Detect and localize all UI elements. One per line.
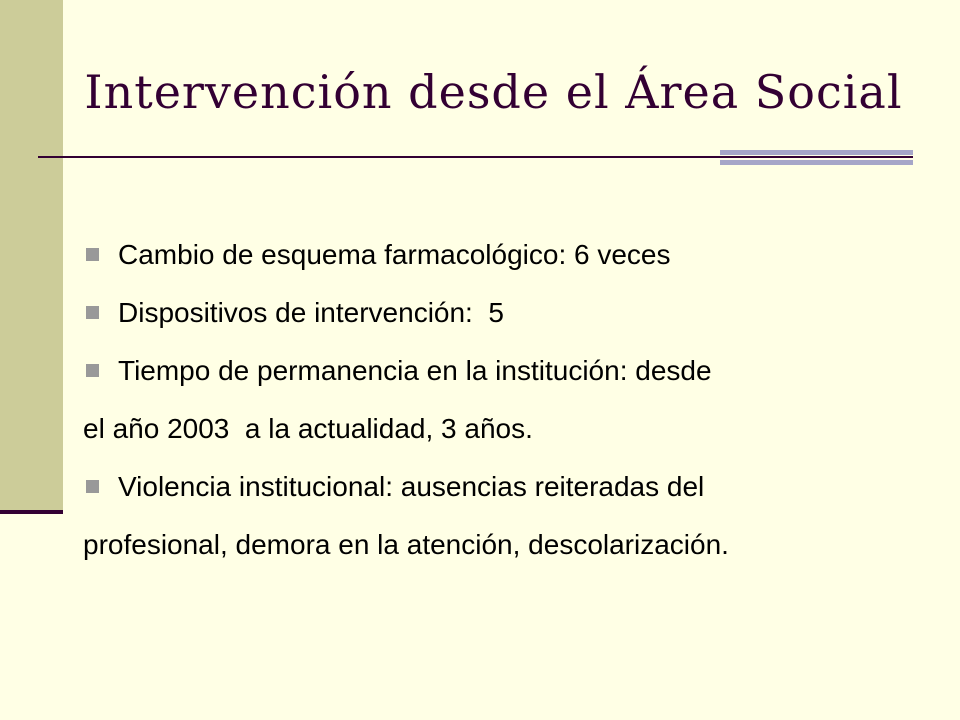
bullet-continuation — [83, 516, 953, 574]
bullet-item — [83, 342, 953, 400]
bullet-text: Dispositivos de intervención: 5 — [118, 297, 504, 328]
slide-body — [83, 226, 953, 574]
square-bullet-icon — [86, 364, 99, 377]
bullet-text: el año 2003 a la actualidad, 3 años. — [83, 413, 533, 444]
square-bullet-icon — [86, 306, 99, 319]
square-bullet-icon — [86, 248, 99, 261]
square-bullet-icon — [86, 480, 99, 493]
title-divider — [38, 156, 913, 158]
bullet-text: profesional, demora en la atención, descolarización. — [83, 529, 729, 560]
bullet-text: Tiempo de permanencia en la institución: desde — [118, 355, 712, 386]
bullet-continuation — [83, 400, 953, 458]
title-divider-accent-bottom — [720, 160, 913, 165]
slide-title: Intervención desde el Área Social — [84, 65, 903, 119]
title-divider-accent-top — [720, 150, 913, 155]
bullet-item — [83, 226, 953, 284]
bullet-text: Cambio de esquema farmacológico: 6 veces — [118, 239, 671, 270]
bullet-item — [83, 458, 953, 516]
bullet-item — [83, 284, 953, 342]
bullet-text: Violencia institucional: ausencias reiteradas del — [118, 471, 705, 502]
side-accent-line — [0, 510, 63, 514]
